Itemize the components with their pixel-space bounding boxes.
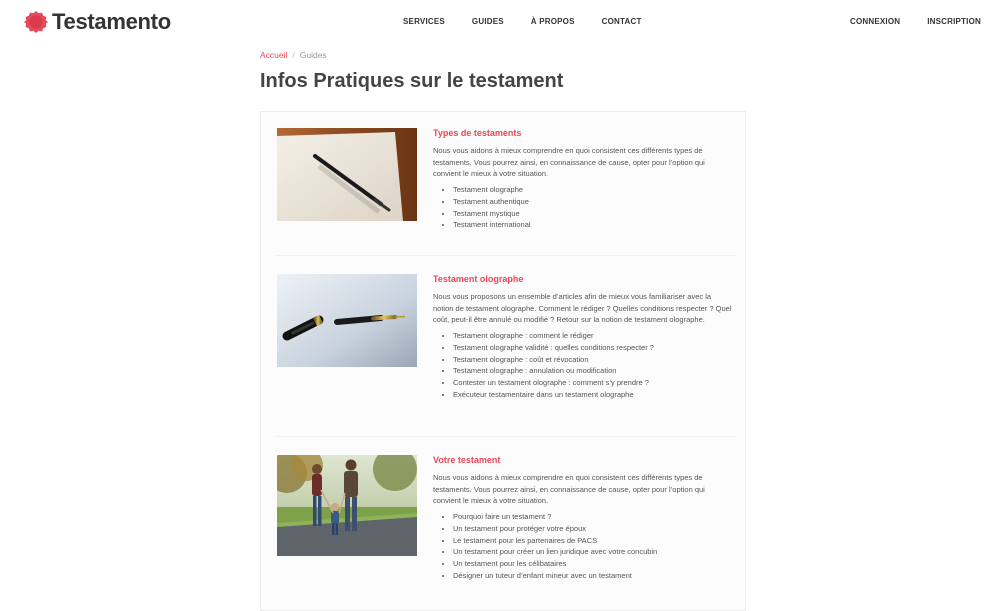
section-link-list: [433, 184, 733, 231]
section-content: [433, 274, 733, 400]
auth-links: [823, 17, 981, 26]
list-item-link[interactable]: • Un testament pour les célibataires: [453, 558, 733, 570]
section-title-link[interactable]: Votre testament: [433, 455, 501, 465]
list-item-link[interactable]: • Testament olographe : annulation ou modification: [453, 365, 733, 377]
signup-link[interactable]: INSCRIPTION: [927, 17, 981, 26]
breadcrumb: [260, 50, 327, 60]
section-content: [433, 128, 733, 231]
section-image-fountain-pen[interactable]: [277, 274, 417, 367]
site-header: [0, 0, 1000, 44]
main-nav: [403, 17, 669, 26]
list-item-link[interactable]: • Exécuteur testamentaire dans un testament olographe: [453, 389, 733, 401]
brand-name: Testamento: [52, 9, 171, 34]
family-walking-image: [277, 455, 417, 556]
list-item-link[interactable]: • Un testament pour créer un lien juridique avec votre concubin: [453, 546, 733, 558]
section-link-list: [433, 330, 733, 400]
login-link[interactable]: CONNEXION: [849, 17, 901, 26]
section-description: Nous vous proposons un ensemble d’articles afin de mieux vous familiariser avec la notion de testament olographe. Comment le rédiger ? Quelles conditions respecter ? Quel coût, peut-il être annulé ou modifié ? Retour sur la notion de testament olographe.: [433, 292, 732, 325]
list-item-link[interactable]: • Testament authentique: [453, 196, 733, 208]
section-description: Nous vous aidons à mieux comprendre en quoi consistent ces différents types de testaments. Vous pourrez ainsi, en connaissance de cause, opter pour l’option qui convient le mieux à votre situation.: [433, 473, 705, 506]
guides-card: [260, 111, 746, 611]
section-divider: [277, 436, 737, 437]
section-image-family-walking[interactable]: [277, 455, 417, 556]
fountain-pen-image: [277, 274, 417, 367]
breadcrumb-current: Guides: [299, 50, 327, 60]
pen-on-paper-image: [277, 128, 417, 221]
list-item-link[interactable]: • Testament olographe: [453, 184, 733, 196]
section-link-list: [433, 511, 733, 581]
breadcrumb-separator: /: [292, 50, 295, 60]
list-item-link[interactable]: • Testament mystique: [453, 208, 733, 220]
list-item-link[interactable]: • Testament olographe : comment le rédiger: [453, 330, 733, 342]
breadcrumb-home-link[interactable]: Accueil: [260, 50, 288, 60]
list-item-link[interactable]: • Contester un testament olographe : comment s’y prendre ?: [453, 377, 733, 389]
page-title: Infos Pratiques sur le testament: [260, 70, 564, 92]
list-item-link[interactable]: • Un testament pour protéger votre époux: [453, 523, 733, 535]
list-item-link[interactable]: • Désigner un tuteur d’enfant mineur avec un testament: [453, 570, 733, 582]
nav-link-contact[interactable]: CONTACT: [601, 17, 642, 26]
list-item-link[interactable]: • Testament olographe : coût et révocation: [453, 354, 733, 366]
list-item-link[interactable]: • Testament olographe validité : quelles conditions respecter ?: [453, 342, 733, 354]
section-divider: [277, 255, 737, 256]
list-item-link[interactable]: • Le testament pour les partenaires de PACS: [453, 535, 733, 547]
brand-logo[interactable]: [24, 9, 171, 35]
nav-link-guides[interactable]: GUIDES: [471, 17, 504, 26]
list-item-link[interactable]: • Testament international: [453, 219, 733, 231]
section-image-pen-on-paper[interactable]: [277, 128, 417, 221]
list-item-link[interactable]: • Pourquoi faire un testament ?: [453, 511, 733, 523]
section-description: Nous vous aidons à mieux comprendre en quoi consistent ces différents types de testaments. Vous pourrez ainsi, en connaissance de cause, opter pour l’option qui convient le mieux à votre situation.: [433, 146, 705, 179]
wax-seal-icon: [24, 10, 48, 34]
nav-link-a-propos[interactable]: À PROPOS: [530, 17, 575, 26]
section-content: [433, 455, 733, 581]
section-title-link[interactable]: Types de testaments: [433, 128, 522, 138]
nav-link-services[interactable]: SERVICES: [403, 17, 445, 26]
section-title-link[interactable]: Testament olographe: [433, 274, 524, 284]
